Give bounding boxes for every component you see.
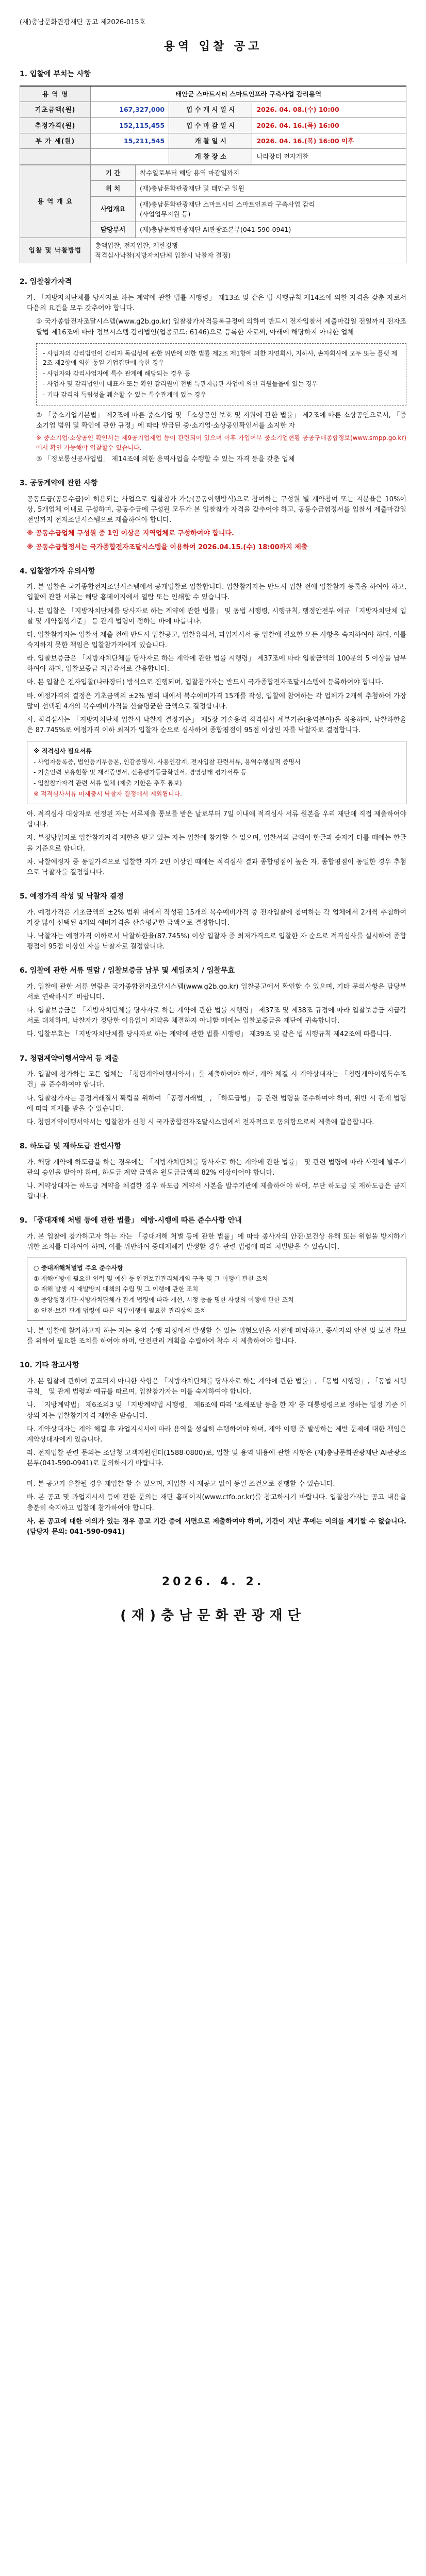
s2-para-2-note: ※ 중소기업·소상공인 확인서는 제9공기업제업 등이 관련되어 있으며 이후 가입여부 중소기업현황 공공구매종합정보(www.smpp.go.kr)에서 확인 가능해야 입찰할수 있습니다.	[36, 434, 406, 451]
s2-exclusion-box	[36, 343, 406, 405]
base-price-label: 기초금액(원)	[20, 102, 91, 117]
s6-para-2: 나. 입찰보증금은 「지방자치단체를 당사자로 하는 계약에 관한 법률 시행령」 제37조 및 제38조 규정에 따라 입찰보증금 지급각서로 대체하며, 낙찰자가 정당한 이유없이 계약을 체결하지 아니할 때에는 입찰보증금을 재단에 귀속합니다.	[27, 1007, 406, 1025]
s10-para-5: 마. 본 공고가 유찰될 경우 재입찰 할 수 있으며, 재입찰 시 재공고 없이 동일 조건으로 진행할 수 있습니다.	[27, 1480, 335, 1488]
s4-para-7: 사. 적격심사는 「지방자치단체 입찰시 낙찰자 결정기준」 제5장 기술용역 적격심사 세부기준(용역분야)을 적용하며, 낙찰하한율은 87.745%로 예정가격 이하 최저가 입찰자 순으로 심사하여 종합평점이 95점 이상인 자를 낙찰자로 결정합니다.	[27, 716, 406, 735]
s4-box-line: ※ 적격심사서류 미제출시 낙찰자 결정에서 제외됩니다.	[34, 790, 182, 798]
s9-compliance-box	[27, 1258, 406, 1321]
overview-label: 용 역 개 요	[20, 165, 91, 238]
vat-label: 부 가 세(원)	[20, 133, 91, 149]
s2-para-2: ② 「중소기업기본법」 제2조에 따른 중소기업 및 「소상공인 보호 및 지원에 관한 법률」 제2조에 따른 소상공인으로서, 「중소기업 범위 및 확인에 관한 규정」에 따라 발급된 중·소기업·소상공인확인서를 소지한 자	[36, 411, 406, 430]
estimated-price-value: 152,115,455	[91, 117, 169, 133]
s2-box-line: - 사업자의 감리법인이 감리자 독립성에 관한 위반에 의한 법률 제2조 제1항에 의한 자연회사, 지하사, 손자회사에 모두 또는 플랫 제2조 제2항에 의한 동일 기업집단에 속한 경우	[43, 349, 398, 367]
overview-dept: (재)충남문화관광재단 AI관광조본부(041-590-0941)	[136, 222, 406, 238]
s4-para-1: 가. 본 입찰은 국가종합전자조달시스템에서 공개입찰로 입찰합니다. 입찰참가자는 반드시 입찰 전에 입찰참가 등록을 하여야 하고, 입찰에 관한 서류는 해당 홈페이지에서 열람 또는 인쇄할 수 있습니다.	[27, 583, 406, 602]
service-label: 용 역 명	[20, 86, 91, 102]
s4-para-4: 라. 입찰보증금은 「지방자치단체를 당사자로 하는 계약에 관한 법률 시행령」 제37조에 따라 입찰금액의 100분의 5 이상을 납부하여야 하며, 입찰보증금 지급각서로 갈음합니다.	[27, 655, 406, 673]
s4-para-6: 바. 예정가격의 결정은 기초금액의 ±2% 범위 내에서 복수예비가격 15개를 작성, 입찰에 참여하는 각 업체가 2개씩 추첨하여 가장 많이 선택된 4개의 복수예비가격을 산술평균한 금액으로 결정합니다.	[27, 692, 406, 710]
s10-para-3: 다. 계약상대자는 계약 체결 후 과업지시서에 따라 용역을 성실히 수행하여야 하며, 계약 이행 중 발생하는 제반 문제에 대한 책임은 계약상대자에게 있습니다.	[27, 1425, 406, 1444]
s4-box-line: - 사업자등록증, 법인등기부등본, 인감증명서, 사용인감계, 전자입찰 관련서류, 용역수행실적 증명서	[34, 758, 301, 766]
overview-location-label: 위 치	[91, 181, 136, 196]
section-heading-8: 8. 하도급 및 재하도급 관련사항	[20, 1142, 121, 1150]
section-heading-7: 7. 청렴계약이행서약서 등 제출	[20, 1054, 119, 1063]
bid-info-table	[20, 86, 406, 165]
bid-close-label: 입 수 마 감 일 시	[169, 117, 252, 133]
s3-para-3: ※ 공동수급협정서는 국가종합전자조달시스템을 이용하여 2026.04.15.(수) 18:00까지 제출	[27, 543, 308, 551]
section-heading-5: 5. 예정가격 작성 및 낙찰자 결정	[20, 892, 124, 901]
opening-label: 개 찰 일 시	[169, 133, 252, 149]
section-heading-6: 6. 입찰에 관한 서류 열람 / 입찰보증금 납부 및 세입조치 / 입찰무효	[20, 967, 235, 975]
s4-para-2: 나. 본 입찰은 「지방자치단체를 당사자로 하는 계약에 관한 법률」 및 동법 시행령, 시행규칙, 행정안전부 예규 「지방자치단체 입찰 및 계약집행기준」 등 관계 법령이 정하는 바에 따릅니다.	[27, 607, 406, 625]
s8-para-2: 나. 계약상대자는 하도급 계약을 체결한 경우 하도급 계약서 사본을 발주기관에 제출하여야 하며, 무단 하도급 및 재하도급은 금지됩니다.	[27, 1182, 406, 1201]
estimated-price-label: 추정가격(원)	[20, 117, 91, 133]
s8-para-1: 가. 해당 계약에 하도급을 하는 경우에는 「지방자치단체를 당사자로 하는 계약에 관한 법률」 및 관련 법령에 따라 사전에 발주기관의 승인을 받아야 하며, 하도급 계약 금액은 원도급금액의 82% 이상이어야 합니다.	[27, 1158, 406, 1177]
s2-box-line: - 사업자와 감리사업자에 특수 관계에 해당되는 경우 등	[43, 369, 191, 377]
s2-para-1: 가. 「지방자치단체를 당사자로 하는 계약에 관한 법률 시행령」 제13조 및 같은 법 시행규칙 제14조에 의한 자격을 갖춘 자로서 다음의 요건을 모두 갖추어야 합니다.	[27, 294, 406, 313]
s4-para-8: 아. 적격심사 대상자로 선정된 자는 서류제출 통보를 받은 날로부터 7일 이내에 적격심사 서류 원본을 우리 재단에 직접 제출하여야 합니다.	[27, 810, 406, 829]
opening-date: 2026. 04. 16.(목) 16:00 이후	[252, 133, 406, 149]
s10-para-4: 라. 전자입찰 관련 문의는 조달청 고객지원센터(1588-0800)로, 입찰 및 용역 내용에 관한 사항은 (재)충남문화관광재단 AI관광조본부(041-590-0941)로 문의하시기 바랍니다.	[27, 1449, 406, 1468]
s4-para-9: 자. 부정당업자로 입찰참가자격 제한을 받고 있는 자는 입찰에 참가할 수 없으며, 입찰서의 금액이 한글과 숫자가 다를 때에는 한글을 기준으로 합니다.	[27, 834, 406, 853]
s10-para-1: 가. 본 입찰에 관하여 공고되지 아니한 사항은 「지방자치단체를 당사자로 하는 계약에 관한 법률」, 「동법 시행령」, 「동법 시행규칙」 및 관계 법령과 예규를 따르며, 입찰참가자는 이를 숙지하여야 합니다.	[27, 1378, 406, 1396]
s4-document-box	[27, 741, 406, 804]
s4-para-3: 다. 입찰참가자는 입찰서 제출 전에 반드시 입찰공고, 입찰유의서, 과업지시서 등 입찰에 필요한 모든 사항을 숙지하여야 하며, 이를 숙지하지 못한 책임은 입찰참가자에게 있습니다.	[27, 631, 406, 650]
s9-box-line: ① 재해예방에 필요한 인력 및 예산 등 안전보건관리체계의 구축 및 그 이행에 관한 조치	[34, 1275, 268, 1282]
section-heading-1: 1. 입찰에 부치는 사항	[20, 70, 91, 79]
method-cell	[91, 238, 406, 263]
s2-box-line: - 기타 감리의 독립성을 훼손할 수 있는 특수관계에 있는 경우	[43, 391, 206, 399]
vat-value: 15,211,545	[91, 133, 169, 149]
section-heading-10: 10. 기타 참고사항	[20, 1361, 79, 1370]
section-heading-9: 9. 「중대재해 처벌 등에 관한 법률」 예방-시행에 따른 준수사항 안내	[20, 1216, 242, 1225]
s7-para-3: 다. 청렴계약이행서약서는 입찰참가 신청 시 국가종합전자조달시스템에서 전자적으로 동의함으로써 제출에 갈음합니다.	[27, 1118, 374, 1126]
service-name: 태안군 스마트시티 스마트인프라 구축사업 감리용역	[91, 86, 406, 102]
service-overview-table	[20, 165, 406, 264]
s5-para-2: 나. 낙찰자는 예정가격 이하로서 낙찰하한율(87.745%) 이상 입찰자 중 최저가격으로 입찰한 자 순으로 적격심사를 실시하여 종합평점이 95점 이상인 자를 낙찰자로 결정합니다.	[27, 932, 406, 951]
s9-box-line: ③ 중앙행정기관·지방자치단체가 관계 법령에 따라 개선, 시정 등을 명한 사항의 이행에 관한 조치	[34, 1296, 294, 1303]
bid-open-label: 입 수 개 시 일 시	[169, 102, 252, 117]
overview-period: 착수일로부터 해당 용역 마감일까지	[136, 165, 406, 180]
s7-para-2: 나. 입찰참가자는 공정거래질서 확립을 위하여 「공정거래법」, 「하도급법」 등 관련 법령을 준수하여야 하며, 위반 시 관계 법령에 따라 제재를 받을 수 있습니다.	[27, 1094, 406, 1113]
s10-para-2: 나. 「지방계약법」 제6조의3 및 「지방계약법 시행령」 제6조에 따라 '조세포탈 등을 한 자' 중 대통령령으로 정하는 일정 기준 이상의 자는 입찰참가자격 제한을 받습니다.	[27, 1401, 407, 1420]
s3-para-2: ※ 공동수급업체 구성원 중 1인 이상은 지역업체로 구성하여야 합니다.	[27, 530, 234, 538]
s4-para-10: 차. 낙찰예정자 중 동일가격으로 입찰한 자가 2인 이상인 때에는 적격심사 결과 종합평점이 높은 자, 종합평점이 동일한 경우 추첨으로 낙찰자를 결정합니다.	[27, 858, 406, 876]
method-line-1: 총액입찰, 전자입찰, 제한경쟁	[95, 241, 178, 249]
section-heading-4: 4. 입찰참가자 유의사항	[20, 567, 95, 575]
place-row-spacer	[20, 149, 91, 164]
s4-box-line: - 입찰참가자격 관련 서류 일체 (제출 기한은 추후 통보)	[34, 779, 182, 787]
bid-open-date: 2026. 04. 08.(수) 10:00	[252, 102, 406, 117]
overview-summary: (재)충남문화관광재단 스마트시티 스마트인프라 구축사업 감리 (사업업무지원 등)	[136, 196, 406, 222]
s6-para-3: 다. 입찰무효는 「지방자치단체를 당사자로 하는 계약에 관한 법률 시행령」 제39조 및 같은 법 시행규칙 제42조에 따릅니다.	[27, 1030, 392, 1039]
s4-box-line: - 기술인력 보유현황 및 재직증명서, 신용평가등급확인서, 경영상태 평가서류 등	[34, 769, 247, 776]
base-price-value: 167,327,000	[91, 102, 169, 117]
s9-box-line: ② 재해 발생 시 재발방지 대책의 수립 및 그 이행에 관한 조치	[34, 1285, 199, 1293]
method-line-2: 적격심사낙찰(지방자치단체 입찰시 낙찰자 결정)	[95, 251, 231, 260]
opening-place-label: 개 찰 장 소	[169, 149, 252, 164]
s10-para-7: 사. 본 공고에 대한 이의가 있는 경우 공고 기간 중에 서면으로 제출하여야 하며, 기간이 지난 후에는 이의를 제기할 수 없습니다. (담당자 문의: 041-590-0941)	[27, 1517, 406, 1536]
s9-box-line: ④ 안전·보건 관계 법령에 따른 의무이행에 필요한 관리상의 조치	[34, 1307, 206, 1314]
overview-summary-label: 사업개요	[91, 196, 136, 222]
s5-para-1: 가. 예정가격은 기초금액의 ±2% 범위 내에서 작성된 15개의 복수예비가격 중 전자입찰에 참여하는 각 업체에서 2개씩 추첨하여 가장 많이 선택된 4개의 예비가격을 산술평균한 금액으로 결정합니다.	[27, 908, 406, 927]
overview-location: (재)충남문화관광재단 및 태안군 일원	[136, 181, 406, 196]
page-title: 용역 입찰 공고	[163, 40, 263, 54]
method-label: 입찰 및 낙찰방법	[20, 238, 91, 263]
overview-period-label: 기 간	[91, 165, 136, 180]
s9-para-1: 가. 본 입찰에 참가하고자 하는 자는 「중대재해 처벌 등에 관한 법률」에 따라 종사자의 안전·보건상 유해 또는 위험을 방지하기 위한 조치를 다하여야 하며, 이를 위반하여 중대재해가 발생할 경우 관련 법령에 따라 처벌받을 수 있습니다.	[27, 1232, 406, 1251]
issuing-organization: (재)충남문화관광재단	[120, 1608, 306, 1624]
s4-para-5: 마. 본 입찰은 전자입찰(나라장터) 방식으로 진행되며, 입찰참가자는 반드시 국가종합전자조달시스템에 등록하여야 합니다.	[27, 679, 384, 687]
notice-reference: (재)충남문화관광재단 공고 제2026-015호	[20, 19, 146, 26]
bid-close-date: 2026. 04. 16.(목) 16:00	[252, 117, 406, 133]
opening-place: 나라장터 전자개찰	[252, 149, 406, 164]
s4-box-line: ※ 적격심사 필요서류	[34, 748, 92, 755]
s10-para-6: 바. 본 공고 및 과업지시서 등에 관한 문의는 재단 홈페이지(www.ctfo.or.kr)를 참고하시기 바랍니다. 입찰참가자는 공고 내용을 충분히 숙지하고 입찰에 참가하여야 합니다.	[27, 1494, 406, 1512]
section-heading-3: 3. 공동계약에 관한 사항	[20, 479, 98, 488]
overview-dept-label: 담당부서	[91, 222, 136, 238]
section-heading-2: 2. 입찰참가자격	[20, 278, 72, 286]
s9-box-line: ○ 중대재해처벌법 주요 준수사항	[34, 1264, 123, 1272]
s6-para-1: 가. 입찰에 관한 서류 열람은 국가종합전자조달시스템(www.g2b.go.kr) 입찰공고에서 확인할 수 있으며, 기타 문의사항은 담당부서로 연락하시기 바랍니다.	[27, 982, 406, 1002]
s2-para-3: ③ 「정보통신공사업법」 제14조에 의한 용역사업을 수행할 수 있는 자격 등을 갖춘 업체	[36, 455, 295, 464]
s3-para-1: 공동도급(공동수급)이 허용되는 사업으로 입찰참가 가능(공동이행방식)으로 참여하는 구성원 별 계약참여 또는 지분율은 10%이상, 5개업체 이내로 구성하며, 공동수급에 구성원 모두가 본 입찰참가 자격을 갖추어야 하고, 공동수급협정서를 입찰서 제출마감일 전일까지 전자조달시스템으로 제출하여야 합니다.	[27, 495, 406, 524]
notice-date: 2026. 4. 2.	[161, 1575, 265, 1588]
s9-para-2: 나. 본 입찰에 참가하고자 하는 자는 용역 수행 과정에서 발생할 수 있는 위험요인을 사전에 파악하고, 종사자의 안전 및 보건 확보를 위하여 필요한 조치를 하여야 하며, 안전관리 계획을 수립하여 착수 시 제출하여야 합니다.	[27, 1327, 406, 1346]
s2-para-1-1: ① 국가종합전자조달시스템(www.g2b.go.kr) 입찰참가자격등록규정에 의하여 반드시 전자입찰서 제출마감일 전일까지 전자조달법 제16조에 따라 정보시스템 감리법인(업종코드: 6146)으로 등록한 자로써, 아래에 해당하지 아니한 업체	[36, 318, 406, 336]
s2-box-line: - 사업자 및 감리법인이 대표자 또는 확인 감리원이 전범 특관지급관 사업에 의한 리원들을에 있는 경우	[43, 380, 318, 388]
s7-para-1: 가. 입찰에 참가하는 모든 업체는 「청렴계약이행서약서」를 제출하여야 하며, 계약 체결 시 계약상대자는 「청렴계약이행특수조건」을 준수하여야 합니다.	[27, 1071, 406, 1089]
